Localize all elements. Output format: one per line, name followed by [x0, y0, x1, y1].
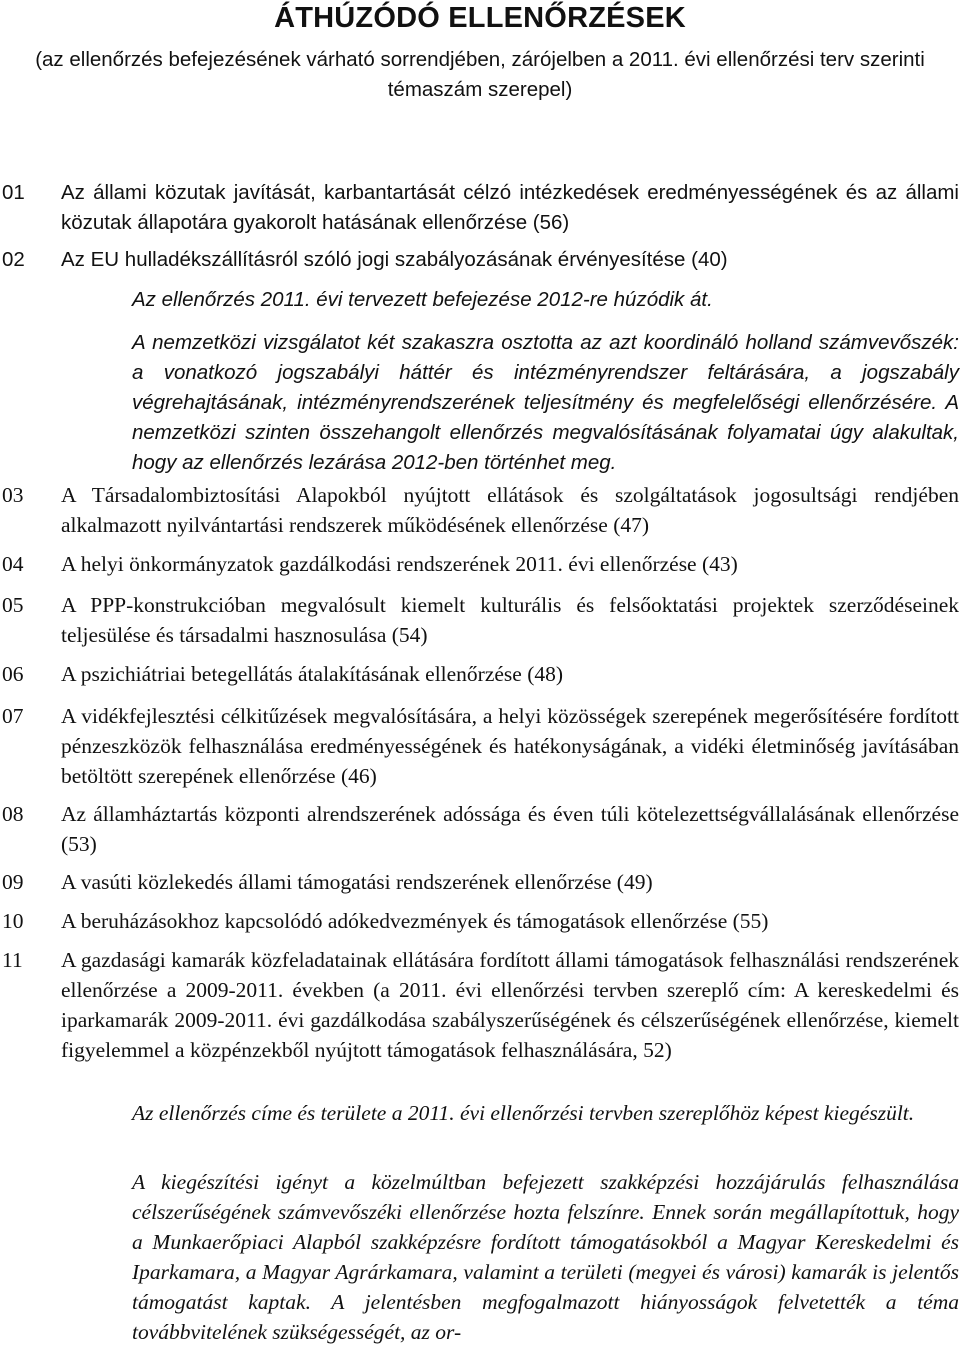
item-text: A vidékfejlesztési célkitűzések megvalósítására, a helyi közösségek szerepének megerősítésére fordított pénzeszközök felhasználása eredményességének és hatékonyságának, a vidéki életminőség javításában betöltött szerepének ellenőrzése (46) [61, 704, 959, 788]
item-text: A gazdasági kamarák közfeladatainak ellátására fordított állami támogatások felhasználási rendszerének ellenőrzése a 2009-2011. években (a 2011. évi ellenőrzési tervben szereplő cím: A kereskedelmi és iparkamarák 2009-2011. évi gazdálkodása szabályszerűségének és célszerűségének ellenőrzése, kiemelt figyelemmel a közpénzekből nyújtott támogatások felhasználására, 52) [61, 948, 959, 1062]
item-note: Az ellenőrzés 2011. évi tervezett befejezése 2012-re húzódik át. [132, 288, 713, 311]
item-number: 05 [2, 593, 24, 617]
item-text: Az állami közutak javítását, karbantartását célzó intézkedések eredményességének és az állami közutak állapotára gyakorolt hatásának ellenőrzése (56) [61, 181, 959, 234]
item-text: A Társadalombiztosítási Alapokból nyújtott ellátások és szolgáltatások jogosultsági rendjében alkalmazott nyilvántartási rendszerek működésének ellenőrzése (47) [61, 483, 959, 537]
item-text: Az EU hulladékszállításról szóló jogi szabályozásának érvényesítése (40) [61, 248, 728, 271]
item-number: 01 [2, 181, 25, 204]
item-text: A PPP-konstrukcióban megvalósult kiemelt kulturális és felsőoktatási projektek szerződéseinek teljesülése és társadalmi hasznosulása (54) [61, 593, 959, 647]
item-number: 08 [2, 802, 24, 826]
item-text: Az államháztartás központi alrendszerének adóssága és éven túli kötelezettségvállalásának ellenőrzése (53) [61, 802, 959, 856]
item-text: A vasúti közlekedés állami támogatási rendszerének ellenőrzése (49) [61, 870, 653, 894]
item-note: A kiegészítési igényt a közelmúltban befejezett szakképzési hozzájárulás felhasználása célszerűségének számvevőszéki ellenőrzése hozta felszínre. Ennek során megállapítottuk, hogy a Munkaerőpiaci Alapból szakképzésre fordított támogatásokból a Magyar Kereskedelmi és Iparkamara, a Magyar Agrárkamara, valamint a területi (megyei és városi) kamarák is jelentős támogatást kaptak. A jelentésben megfogalmazott hiányosságok felvetették a téma továbbvitelének szükségességét, az or- [132, 1170, 959, 1344]
item-number: 04 [2, 552, 24, 576]
item-number: 11 [2, 948, 23, 972]
item-text: A helyi önkormányzatok gazdálkodási rendszerének 2011. évi ellenőrzése (43) [61, 552, 738, 576]
item-number: 03 [2, 483, 24, 507]
item-note: Az ellenőrzés címe és területe a 2011. évi ellenőrzési tervben szereplőhöz képest kiegészült. [132, 1101, 915, 1125]
item-text: A beruházásokhoz kapcsolódó adókedvezmények és támogatások ellenőrzése (55) [61, 909, 769, 933]
item-number: 09 [2, 870, 24, 894]
item-number: 07 [2, 704, 24, 728]
item-text: A pszichiátriai betegellátás átalakításának ellenőrzése (48) [61, 662, 564, 686]
item-number: 06 [2, 662, 24, 686]
page-subtitle: (az ellenőrzés befejezésének várható sorrendjében, zárójelben a 2011. évi ellenőrzési terv szerinti témaszám szerepel) [35, 48, 925, 101]
page-title: ÁTHÚZÓDÓ ELLENŐRZÉSEK [274, 2, 686, 34]
item-number: 10 [2, 909, 24, 933]
item-number: 02 [2, 248, 25, 271]
item-note: A nemzetközi vizsgálatot két szakaszra osztotta az azt koordináló holland számvevőszék: a vonatkozó jogszabályi háttér és intézményrendszer feltárására, a jogszabály végrehajtásának, intézményrendszerének teljesítmény és megfelelőségi ellenőrzésére. A nemzetközi szinten összehangolt ellenőrzés megvalósításának folyamatai úgy alakultak, hogy az ellenőrzés lezárása 2012-ben történhet meg. [132, 331, 959, 474]
